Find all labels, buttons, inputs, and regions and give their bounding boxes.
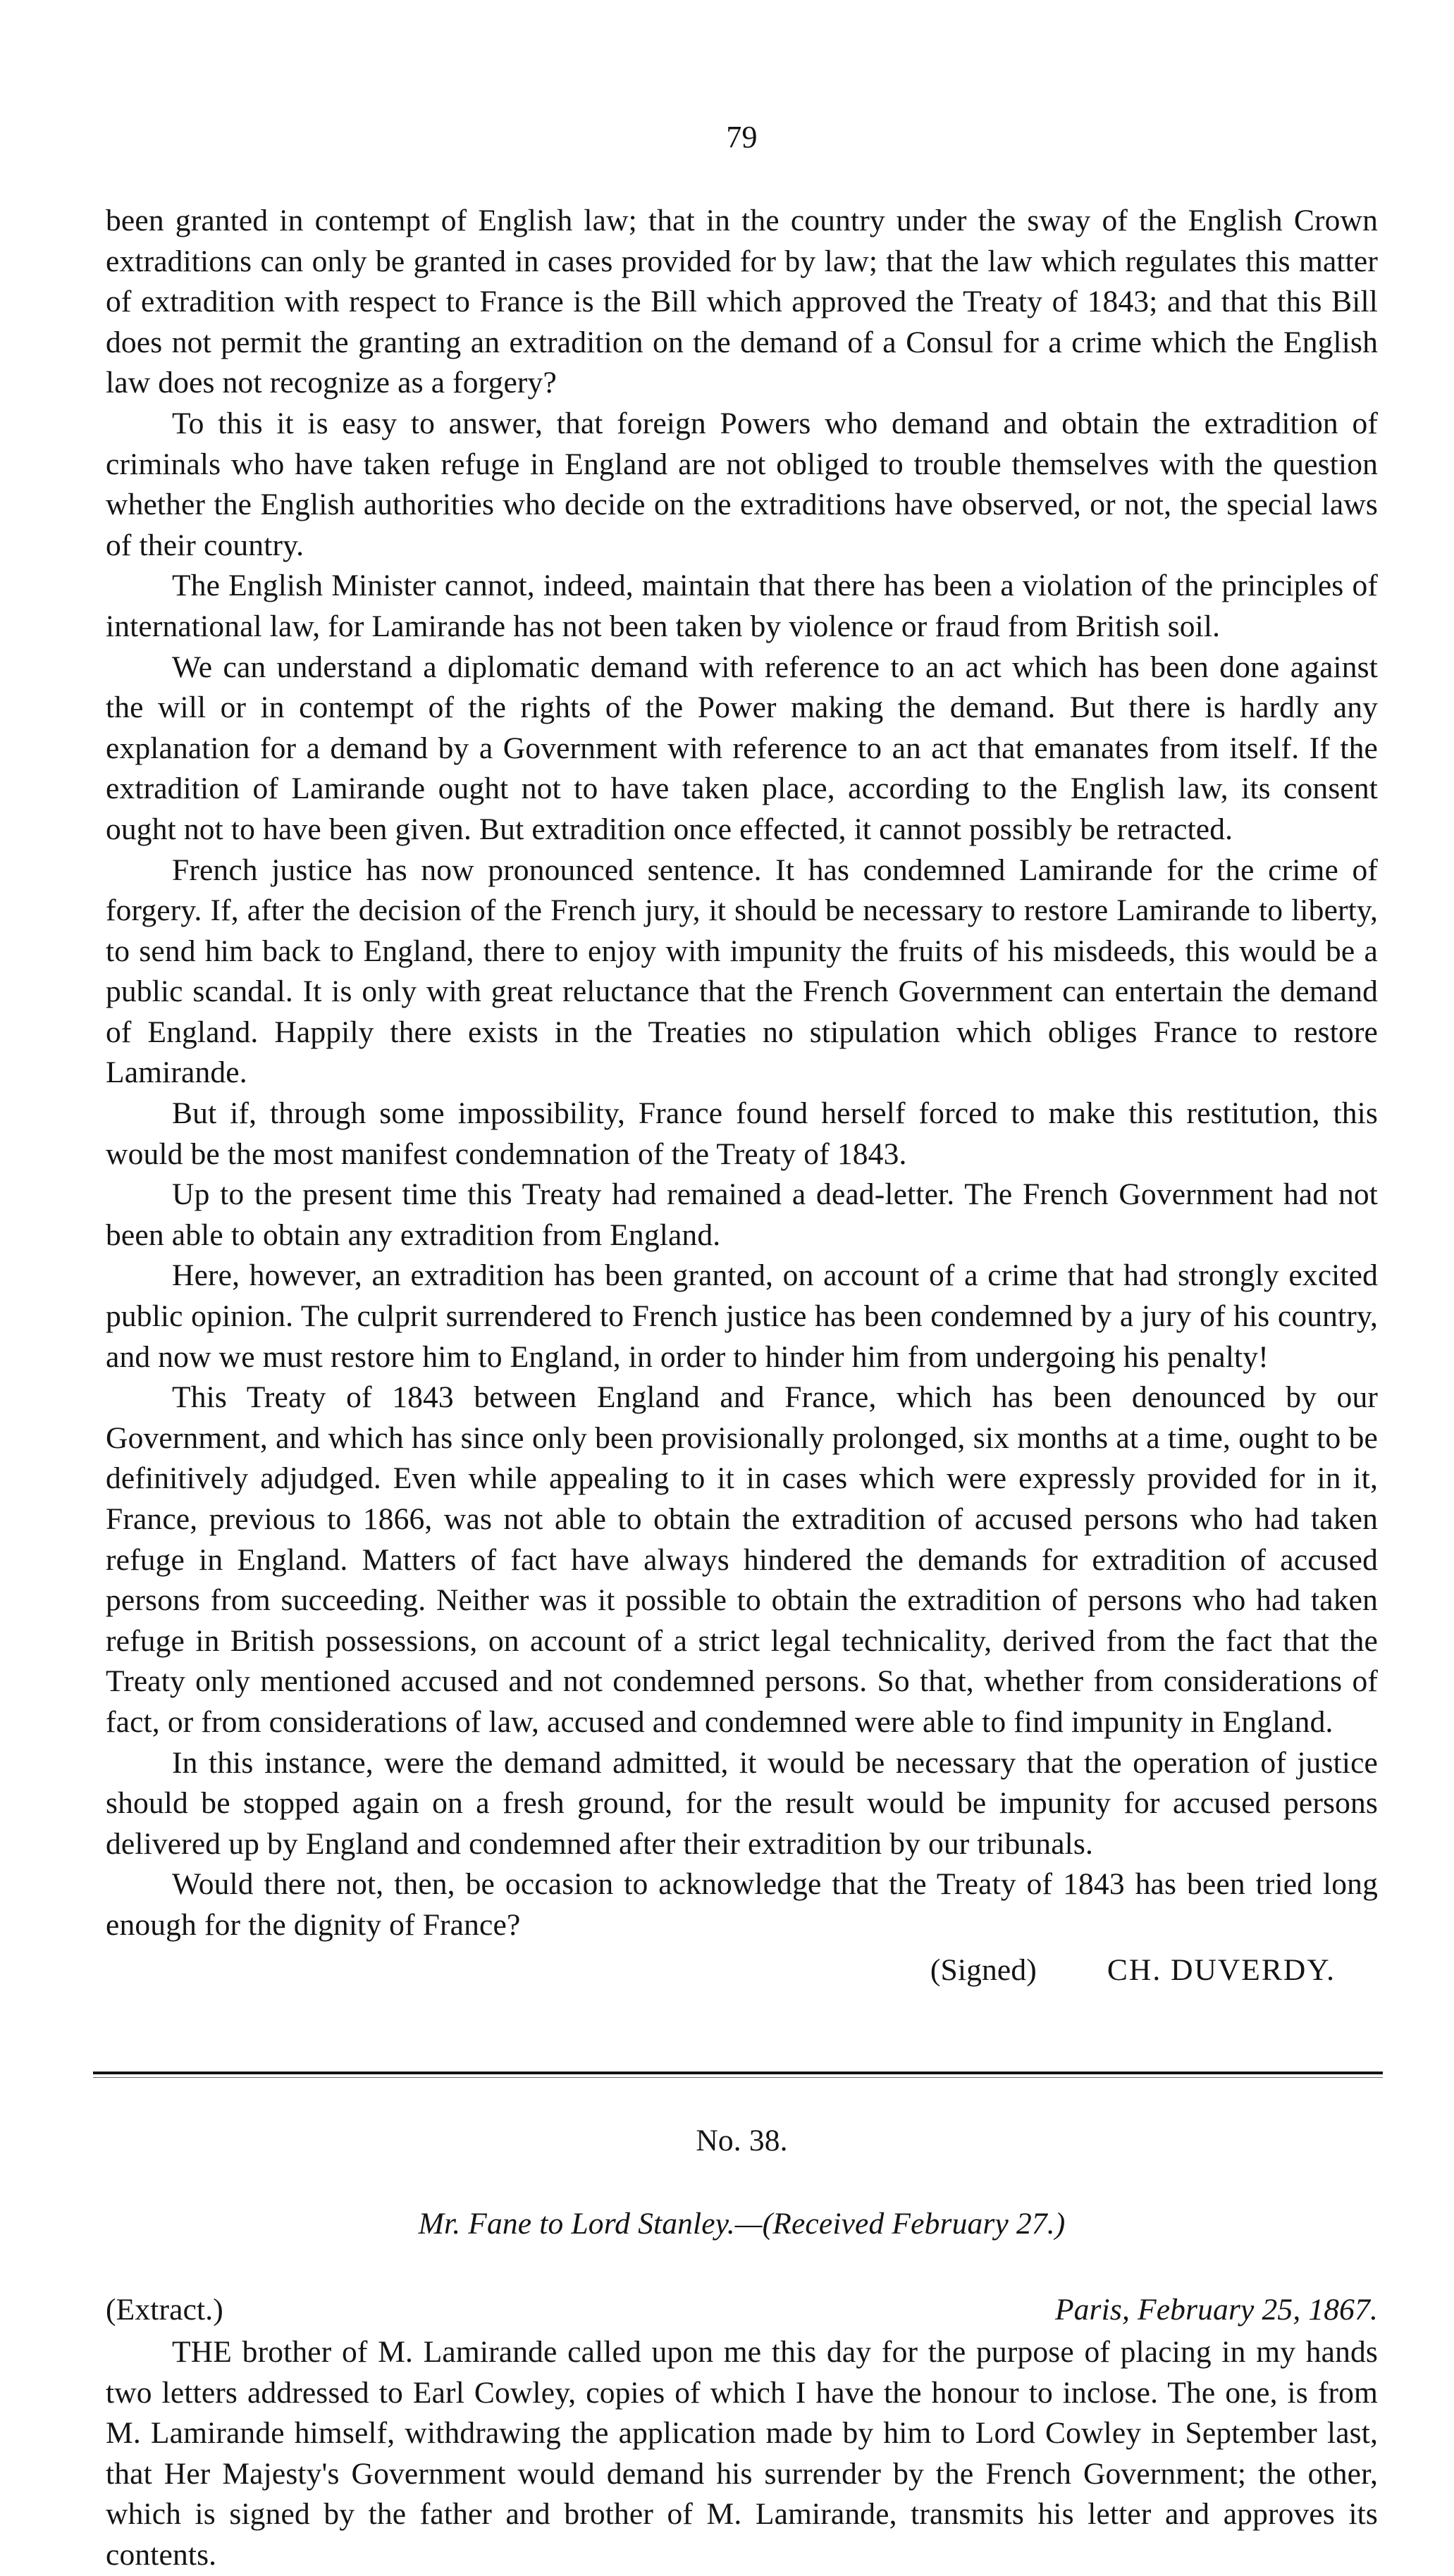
paragraph: To this it is easy to answer, that foreign Powers who demand and obtain the extradition of criminals who have taken refuge in England are not obliged to trouble themselves with the question whether the English authorities who decide on the extraditions have observed, or not, the special laws of their country. bbox=[106, 406, 1378, 562]
section-divider bbox=[93, 2072, 1383, 2074]
extract-label: (Extract.) bbox=[106, 2293, 223, 2327]
extract-line bbox=[106, 2290, 1378, 2331]
paragraph: We can understand a diplomatic demand with reference to an act which has been done against the will or in contempt of the rights of the Power making the demand. But there is hardly any explanation for a demand by a Government with reference to an act that emanates from itself. If the extradition of Lamirande ought not to have taken place, according to the English law, its consent ought not to have been given. But extradition once effected, it cannot possibly be retracted. bbox=[106, 650, 1378, 846]
letter-heading: Mr. Fane to Lord Stanley.—(Received February 27.) bbox=[418, 2207, 1066, 2241]
paragraph: Here, however, an extradition has been granted, on account of a crime that had strongly excited public opinion. The culprit surrendered to French justice has been condemned by a jury of his country, and now we must restore him to England, in order to hinder him from undergoing his penalty! bbox=[106, 1258, 1378, 1374]
page-number: 79 bbox=[726, 120, 758, 154]
paragraph: In this instance, were the demand admitted, it would be necessary that the operation of justice should be stopped again on a fresh ground, for the result would be impunity for accused persons delivered up by England and condemned after their extradition by our tribunals. bbox=[106, 1745, 1378, 1861]
paragraph: The English Minister cannot, indeed, maintain that there has been a violation of the principles of international law, for Lamirande has not been taken by violence or fraud from British soil. bbox=[106, 569, 1378, 643]
paragraph: Up to the present time this Treaty had remained a dead-letter. The French Government had not been able to obtain any extradition from England. bbox=[106, 1177, 1378, 1252]
paragraph: But if, through some impossibility, France found herself forced to make this restitution, this would be the most manifest condemnation of the Treaty of 1843. bbox=[106, 1096, 1378, 1171]
paragraph: This Treaty of 1843 between England and France, which has been denounced by our Government, and which has since only been provisionally prolonged, six months at a time, ought to be definitively adjudged. Even while appealing to it in cases which were expressly provided for in it, France, previous to 1866, was not able to obtain the extradition of accused persons who had taken refuge in England. Matters of fact have always hindered the demands for extradition of accused persons from succeeding. Neither was it possible to obtain the extradition of persons who had taken refuge in British possessions, on account of a strict legal technicality, derived from the fact that the Treaty only mentioned accused and not condemned persons. So that, whether from considerations of fact, or from considerations of law, accused and condemned were able to find impunity in England. bbox=[106, 1380, 1378, 1739]
signer-name: CH. DUVERDY. bbox=[1107, 1952, 1336, 1987]
despatch-body bbox=[106, 201, 1378, 1990]
paragraph: Would there not, then, be occasion to acknowledge that the Treaty of 1843 has been tried long enough for the dignity of France? bbox=[106, 1867, 1378, 1942]
paragraph: French justice has now pronounced sentence. It has condemned Lamirande for the crime of forgery. If, after the decision of the French jury, it should be necessary to restore Lamirande to liberty, to send him back to England, there to enjoy with impunity the fruits of his misdeeds, this would be a public scandal. It is only with great reluctance that the French Government can entertain the demand of England. Happily there exists in the Treaties no stipulation which obliges France to restore Lamirande. bbox=[106, 853, 1378, 1090]
dateline: Paris, February 25, 1867. bbox=[1054, 2293, 1378, 2327]
signature-block bbox=[106, 1950, 1378, 1991]
signed-label: (Signed) bbox=[930, 1952, 1037, 1987]
paragraph: been granted in contempt of English law; that in the country under the sway of the English Crown extraditions can only be granted in cases provided for by law; that the law which regulates this matter of extradition with respect to France is the Bill which approved the Treaty of 1843; and that this Bill does not permit the granting an extradition on the demand of a Consul for a crime which the English law does not recognize as a forgery? bbox=[106, 204, 1378, 400]
paragraph: THE brother of M. Lamirande called upon me this day for the purpose of placing in my hands two letters addressed to Earl Cowley, copies of which I have the honour to inclose. The one, is from M. Lamirande himself, withdrawing the application made by him to Lord Cowley in September last, that Her Majesty's Government would demand his surrender by the French Government; the other, which is signed by the father and brother of M. Lamirande, transmits his letter and approves its contents. bbox=[106, 2335, 1378, 2572]
letter-body bbox=[106, 2332, 1378, 2576]
document-number: No. 38. bbox=[696, 2124, 788, 2157]
